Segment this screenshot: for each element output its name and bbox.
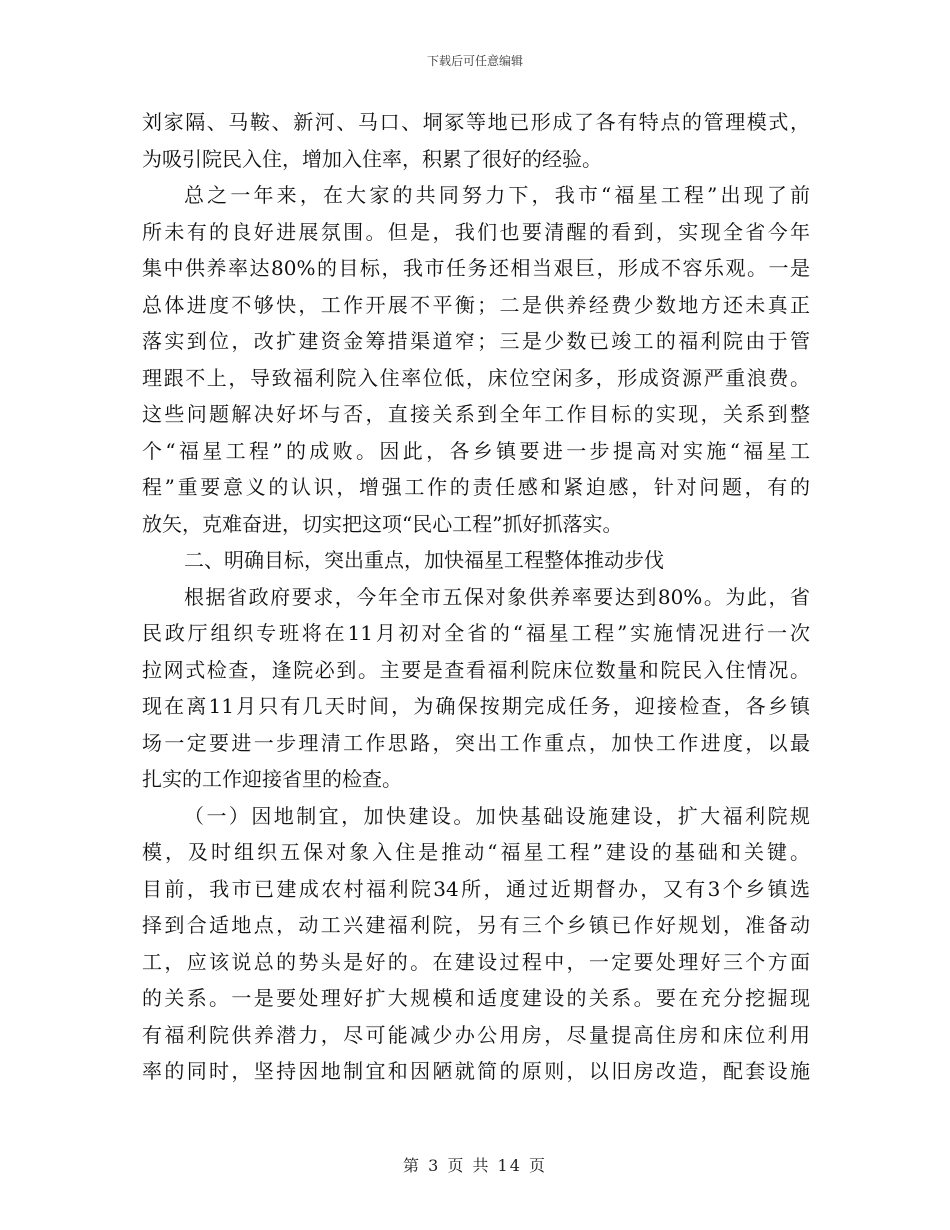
text-line: 放矢，克难奋进，切实把这项“民心工程”抓好抓落实。 (142, 511, 623, 536)
text-line: 扎实的工作迎接省里的检查。 (142, 767, 402, 791)
text-line: 场一定要进一步理清工作思路，突出工作重点，加快工作进度，以最 (142, 730, 810, 755)
text-line: 现在离11月只有几天时间，为确保按期完成任务，迎接检查，各乡镇 (142, 694, 810, 718)
text-line: 程”重要意义的认识，增强工作的责任感和紧迫感，针对问题，有的 (142, 475, 810, 499)
text-line: 有福利院供养潜力，尽可能减少办公用房，尽量提高住房和床位利用 (142, 1022, 810, 1047)
text-line: 总之一年来，在大家的共同努力下，我市“福星工程”出现了前 (184, 183, 810, 207)
text-line: 率的同时，坚持因地制宜和因陋就简的原则，以旧房改造，配套设施 (142, 1059, 810, 1083)
text-line: 总体进度不够快，工作开展不平衡；二是供养经费少数地方还未真正 (142, 292, 810, 317)
text-line: 理跟不上，导致福利院入住率位低，床位空闲多，形成资源严重浪费。 (142, 365, 810, 390)
page-number-footer: 第 3 页 共 14 页 (403, 1156, 547, 1175)
text-line: 二、明确目标，突出重点，加快福星工程整体推动步伐 (184, 548, 664, 572)
text-line: 拉网式检查，逢院必到。主要是查看福利院床位数量和院民入住情况。 (142, 657, 810, 682)
text-line: 所未有的良好进展氛围。但是，我们也要清醒的看到，实现全省今年 (142, 219, 810, 244)
text-line: 为吸引院民入住，增加入住率，积累了很好的经验。 (142, 146, 602, 171)
text-line: 模，及时组织五保对象入住是推动“福星工程”建设的基础和关键。 (142, 840, 810, 864)
text-line: 这些问题解决好坏与否，直接关系到全年工作目标的实现，关系到整 (142, 402, 810, 426)
text-line: 根据省政府要求，今年全市五保对象供养率要达到80%。为此，省 (184, 584, 810, 609)
text-line: 目前，我市已建成农村福利院34所，通过近期督办，又有3个乡镇选 (142, 876, 810, 901)
document-body (142, 104, 810, 1090)
text-line: 个“福星工程”的成败。因此，各乡镇要进一步提高对实施“福星工 (142, 438, 810, 463)
text-line: 择到合适地点，动工兴建福利院，另有三个乡镇已作好规划，准备动 (142, 913, 810, 937)
text-line: 集中供养率达80%的目标，我市任务还相当艰巨，形成不容乐观。一是 (142, 256, 810, 280)
text-line: 民政厅组织专班将在11月初对全省的“福星工程”实施情况进行一次 (142, 621, 810, 645)
page-header-note: 下载后可任意编辑 (426, 54, 523, 68)
text-line: 落实到位，改扩建资金筹措渠道窄；三是少数已竣工的福利院由于管 (142, 329, 810, 353)
text-line: 刘家隔、马鞍、新河、马口、垌冢等地已形成了各有特点的管理模式， (142, 110, 810, 134)
text-line: 工，应该说总的势头是好的。在建设过程中，一定要处理好三个方面 (142, 949, 810, 974)
text-line: 的关系。一是要处理好扩大规模和适度建设的关系。要在充分挖掘现 (142, 986, 810, 1010)
text-line: （一）因地制宜，加快建设。加快基础设施建设，扩大福利院规 (184, 803, 810, 828)
